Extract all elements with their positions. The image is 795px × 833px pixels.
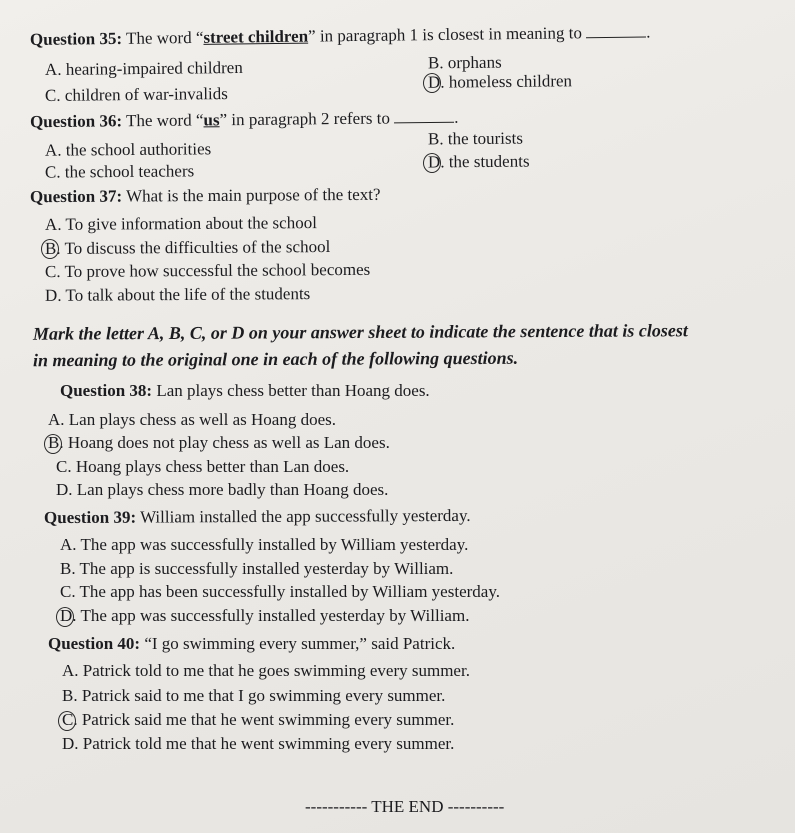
option-text: the students xyxy=(448,151,530,172)
option-letter: C. xyxy=(44,162,61,182)
option-letter: C. xyxy=(60,582,76,601)
question-36 xyxy=(30,108,459,132)
option-letter: B. xyxy=(60,559,76,578)
option-letter: A. xyxy=(62,661,79,680)
option-letter: B. xyxy=(48,433,64,452)
option-text: children of war-invalids xyxy=(64,84,228,105)
option-text: the tourists xyxy=(447,128,524,149)
answer-circle-mark xyxy=(41,239,59,259)
option-letter: A. xyxy=(44,214,62,234)
option-letter: B. xyxy=(427,129,444,149)
option-37b xyxy=(45,237,330,259)
option-letter: A. xyxy=(44,59,62,80)
question-35 xyxy=(30,22,651,50)
option-letter: C. xyxy=(44,262,61,282)
option-40d xyxy=(62,734,454,754)
option-36d xyxy=(428,152,530,173)
option-text: To talk about the life of the students xyxy=(65,284,311,305)
question-text: “I go swimming every summer,” said Patrick. xyxy=(140,634,456,653)
option-text: To discuss the difficulties of the school xyxy=(64,237,331,258)
question-text: The word “ xyxy=(121,27,204,48)
option-40c xyxy=(62,710,454,730)
option-letter: C. xyxy=(62,710,78,729)
option-38d xyxy=(56,480,388,500)
option-40b xyxy=(62,686,445,706)
question-text: Lan plays chess better than Hoang does. xyxy=(152,381,430,400)
question-label: Question 40: xyxy=(48,634,141,653)
the-end-footer xyxy=(305,797,504,817)
option-text: Lan plays chess more badly than Hoang does. xyxy=(76,480,389,499)
option-text: The app was successfully installed by William yesterday. xyxy=(80,535,469,554)
question-text: ” in paragraph 1 is closest in meaning to xyxy=(307,23,583,46)
option-35b xyxy=(428,53,502,74)
option-letter: B. xyxy=(62,686,78,705)
question-40 xyxy=(48,634,455,654)
option-text: The app has been successfully installed by William yesterday. xyxy=(79,582,500,601)
option-letter: D. xyxy=(427,152,445,172)
option-39c xyxy=(60,582,500,602)
answer-circle-mark xyxy=(58,711,76,731)
option-text: Hoang does not play chess as well as Lan does. xyxy=(67,433,390,452)
option-36b xyxy=(428,129,523,150)
option-39d xyxy=(60,606,469,626)
question-label: Question 38: xyxy=(60,381,153,400)
footer-end-text: THE END xyxy=(371,797,444,816)
footer-dashes: ----------- xyxy=(305,797,368,816)
option-text: Patrick said me that he went swimming every summer. xyxy=(81,710,455,729)
question-text: . xyxy=(646,22,651,42)
option-letter: B. xyxy=(427,53,444,73)
option-text: homeless children xyxy=(448,71,573,92)
question-38 xyxy=(60,381,430,401)
option-text: hearing-impaired children xyxy=(65,57,243,79)
option-letter: D. xyxy=(44,285,62,305)
option-39a xyxy=(60,535,468,555)
question-keyword: street children xyxy=(203,26,309,47)
option-letter: D. xyxy=(60,606,77,625)
option-text: the school authorities xyxy=(65,139,212,160)
question-text: The word “ xyxy=(121,110,204,131)
option-text: Lan plays chess as well as Hoang does. xyxy=(68,410,336,429)
answer-circle-mark xyxy=(423,73,441,93)
answer-circle-mark xyxy=(423,153,441,173)
option-text: the school teachers xyxy=(64,161,195,182)
option-36c xyxy=(45,161,194,182)
question-label: Question 36: xyxy=(29,111,123,132)
answer-circle-mark xyxy=(44,434,62,454)
option-40a xyxy=(62,661,470,681)
option-letter: D. xyxy=(62,734,79,753)
option-38a xyxy=(48,410,336,430)
question-label: Question 35: xyxy=(29,28,123,49)
answer-blank xyxy=(394,108,454,124)
option-37d xyxy=(45,284,310,306)
option-text: Patrick told me that he went swimming every summer. xyxy=(82,734,455,753)
question-text: ” in paragraph 2 refers to xyxy=(219,108,391,130)
question-39 xyxy=(44,506,471,528)
option-letter: A. xyxy=(48,410,65,429)
option-text: The app was successfully installed yesterday by William. xyxy=(80,606,470,625)
instruction-line-1: Mark the letter A, B, C, or D on your answer sheet to indicate the sentence that is closest xyxy=(32,320,688,344)
question-text: What is the main purpose of the text? xyxy=(122,184,381,206)
option-37c xyxy=(45,260,370,282)
option-letter: C. xyxy=(56,457,72,476)
question-text: . xyxy=(454,107,459,127)
option-letter: B. xyxy=(44,238,61,258)
option-text: Hoang plays chess better than Lan does. xyxy=(75,457,350,476)
option-37a xyxy=(45,213,317,235)
option-36a xyxy=(45,139,211,160)
question-keyword: us xyxy=(203,110,220,130)
question-label: Question 39: xyxy=(43,507,137,528)
option-letter: C. xyxy=(44,85,61,105)
question-label: Question 37: xyxy=(29,186,123,207)
option-text: To give information about the school xyxy=(65,213,317,234)
option-letter: A. xyxy=(60,535,77,554)
answer-blank xyxy=(586,22,646,38)
option-38c xyxy=(56,457,349,477)
option-text: To prove how successful the school becomes xyxy=(64,259,371,281)
footer-dashes: ---------- xyxy=(447,797,505,816)
option-35c xyxy=(45,84,228,106)
option-letter: A. xyxy=(44,140,62,160)
option-letter: D. xyxy=(56,480,73,499)
option-35a xyxy=(45,58,243,80)
question-text: William installed the app successfully yesterday. xyxy=(136,505,471,527)
question-37 xyxy=(30,185,381,207)
option-38b xyxy=(48,433,390,453)
option-39b xyxy=(60,559,453,579)
option-text: Patrick told to me that he goes swimming every summer. xyxy=(82,661,470,680)
option-text: Patrick said to me that I go swimming every summer. xyxy=(81,686,446,705)
option-text: The app is successfully installed yesterday by William. xyxy=(79,559,454,578)
option-text: orphans xyxy=(447,52,502,73)
instruction-line-2: in meaning to the original one in each of the following questions. xyxy=(32,347,519,371)
answer-circle-mark xyxy=(56,607,74,627)
option-letter: D. xyxy=(427,72,445,92)
option-35d xyxy=(428,71,572,93)
